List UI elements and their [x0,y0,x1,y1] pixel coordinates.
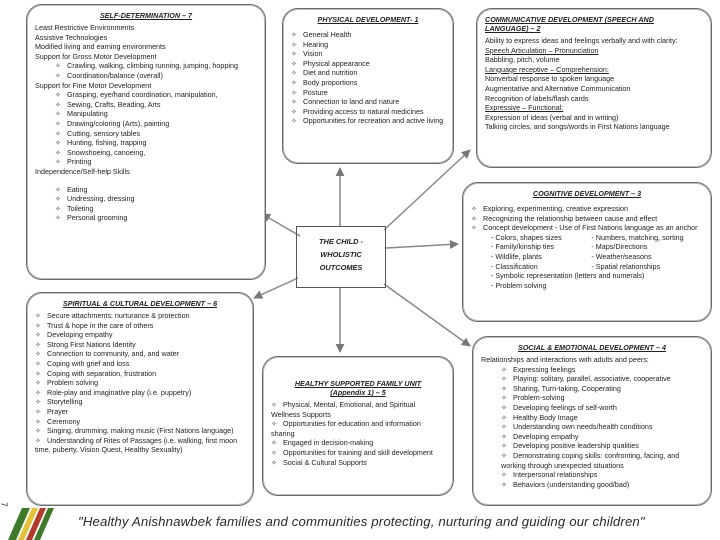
list-item: ✧ General Health [291,30,445,40]
fine-motor-label: Support for Fine Motor Development [35,80,152,90]
list-item: ✧ Problem-solving [481,393,703,403]
extra-item: Problem solving [495,280,547,290]
list-item: ✧ Singing, drumming, making music (First Nations language) [35,426,245,436]
list-item: ✧ Hunting, fishing, trapping [35,138,257,148]
list-item: ✧ Providing access to natural medicines [291,107,445,117]
list-item: ✧ Demonstrating coping skills: confronting, facing, and working through unexpected situations [481,451,703,470]
list-item: Expression of ideas (verbal and in writing) [485,112,619,122]
list-item: - Symbolic representation (letters and numerals) [491,271,645,281]
physical-title: PHYSICAL DEVELOPMENT- 1 [317,15,419,24]
list-item: ✧ Developing empathy [481,432,703,442]
list-item: - Wildlife, plants - Weather/seasons [491,251,652,261]
the-child-center-box [296,226,386,288]
list-item: ✧ Role-play and imaginative play (i.e. puppetry) [35,388,245,398]
list-item: Least Restrictive Environments [35,23,135,32]
list-item: - Problem solving [491,280,547,290]
list-item: ✧ Coordination/balance (overall) [35,71,257,81]
pair-right: Spatial relationships [595,261,661,271]
list-item: Assistive Technologies [35,32,108,42]
list-item: Talking circles, and songs/words in First Nations language [485,122,670,132]
extra-item: Symbolic representation (letters and numerals) [495,271,645,281]
list-item: ✧ Hearing [291,40,445,50]
list-item: ✧ Physical, Mental, Emotional, and Spiritual Wellness Supports [271,400,445,419]
list-item: ✧ Expressing feelings [481,365,703,375]
list-item: ✧ Prayer [35,407,245,417]
self-determination-box [26,4,266,280]
list-item: ✧ Physical appearance [291,59,445,69]
center-line1: THE CHILD - [319,237,363,246]
social-intro: Relationships and interactions with adults and peers: [481,355,649,364]
arrow-to-cognitive [386,244,458,248]
list-item: ✧ Developing empathy [35,330,245,340]
communicative-title-line2: LANGUAGE) – 2 [485,24,541,33]
family-unit-box [262,356,454,496]
list-item: ✧ Trust & hope in the care of others [35,321,245,331]
list-item: ✧ Sewing, Crafts, Beading, Arts [35,100,257,110]
list-item: Nonverbal response to spoken language [485,74,615,84]
cognitive-development-box [462,182,712,322]
list-item: ✧ Strong First Nations Identity [35,340,245,350]
pair-left: Wildlife, plants [495,251,542,261]
list-item: ✧ Personal grooming [35,213,257,223]
social-emotional-box [472,336,712,506]
list-item: ✧ Printing [35,157,257,167]
list-item: - Classification - Spatial relationships [491,261,661,271]
list-item: ✧ Toileting [35,204,257,214]
list-item: Augmentative and Alternative Communication [485,83,631,93]
communicative-title [485,15,703,33]
list-item: ✧ Understanding own needs/health conditions [481,422,703,432]
list-item: ✧ Concept development - Use of First Nations language as an anchor [471,223,703,233]
list-item: Modified living and earning environments [35,42,166,52]
pair-right: Maps/Directions [595,242,648,252]
list-item: ✧ Snowshoeing, canoeing, [35,148,257,158]
list-item: ✧ Manipulating [35,109,257,119]
pair-left: Family/kinship ties [495,242,555,252]
communicative-intro: Ability to express ideas and feelings verbally and with clarity: [485,36,678,45]
list-item: ✧ Posture [291,88,445,98]
spiritual-cultural-box [26,292,254,506]
list-item: ✧ Opportunities for education and information sharing [271,419,445,438]
arrow-to-self-determination [262,214,300,236]
list-item: ✧ Opportunities for recreation and active living [291,116,445,126]
list-item: ✧ Vision [291,49,445,59]
list-item: ✧ Engaged in decision-making [271,438,445,448]
list-item: ✧ Healthy Body Image [481,413,703,423]
spiritual-title: SPIRITUAL & CULTURAL DEVELOPMENT – 6 [62,299,218,308]
list-item: ✧ Opportunities for training and skill development [271,448,445,458]
list-item: ✧ Connection to land and nature [291,97,445,107]
list-item: ✧ Recognizing the relationship between cause and effect [471,214,703,224]
cognitive-title: COGNITIVE DEVELOPMENT – 3 [532,189,642,198]
list-item: ✧ Behaviors (understanding good/bad) [481,480,703,490]
pair-left: Classification [495,261,538,271]
list-item: ✧ Cutting, sensory tables [35,129,257,139]
communicative-development-box [476,8,712,168]
family-title-line2: (Appendix 1) – 5 [330,388,386,397]
list-item: ✧ Grasping, eye/hand coordination, manipulation, [35,90,257,100]
list-item: - Family/kinship ties - Maps/Directions [491,242,648,252]
list-item: ✧ Drawing/coloring (Arts), painting [35,119,257,129]
list-item: ✧ Problem solving [35,378,245,388]
self-determination-title: SELF-DETERMINATION – 7 [99,11,193,20]
family-title-line1: HEALTHY SUPPORTED FAMILY UNIT [294,379,422,388]
family-title [271,379,445,397]
list-item: ✧ Crawling, walking, climbing running, jumping, hopping [35,61,257,71]
speech-label: Speech Articulation – Pronunciation [485,45,599,55]
list-item: ✧ Diet and nutrition [291,68,445,78]
list-item: ✧ Social & Cultural Supports [271,458,445,468]
list-item: ✧ Coping with separation, frustration [35,369,245,379]
expressive-label: Expressive – Functional: [485,103,564,113]
list-item: ✧ Exploring, experimenting, creative expression [471,204,703,214]
arrow-to-social [384,284,470,346]
receptive-label: Language receptive – Comprehension: [485,64,609,74]
communicative-title-line1: COMMUNICATIVE DEVELOPMENT (SPEECH AND [485,15,654,24]
arrow-to-spiritual [254,278,298,298]
list-item: ✧ Playing: solitary, parallel, associative, cooperative [481,374,703,384]
list-item: ✧ Secure attachments: nurturance & protection [35,311,245,321]
self-help-label: Independence/Self-help Skills [35,166,130,176]
decorative-stripe [0,508,56,540]
social-title: SOCIAL & EMOTIONAL DEVELOPMENT – 4 [518,343,666,352]
page-number: 7 [0,502,9,507]
list-item: Support for Gross Motor Development [35,51,157,61]
list-item: ✧ Connection to community, and, and water [35,349,245,359]
speech-text: Babbling, pitch, volume [485,55,560,65]
list-item: ✧ Body proportions [291,78,445,88]
list-item: ✧ Undressing, dressing [35,194,257,204]
list-item: Recognition of labels/flash cards [485,93,589,103]
center-line2: WHOLISTIC [320,250,362,259]
list-item: ✧ Understanding of Rites of Passages (i.e. walking, first moon time, puberty, Vision Quest, Healthy Sexuality) [35,436,245,455]
list-item: ✧ Storytelling [35,397,245,407]
pair-left: Colors, shapes sizes [495,232,562,242]
list-item: ✧ Interpersonal relationships [481,470,703,480]
list-item: ✧ Coping with grief and loss [35,359,245,369]
list-item: ✧ Sharing, Turn-taking, Cooperating [481,384,703,394]
list-item: ✧ Developing feelings of self-worth [481,403,703,413]
list-item: ✧ Ceremony [35,417,245,427]
list-item: - Colors, shapes sizes - Numbers, matching, sorting [491,232,684,242]
physical-development-box [282,8,454,164]
center-line3: OUTCOMES [319,263,363,272]
pair-right: Numbers, matching, sorting [595,232,684,242]
list-item: ✧ Developing positive leadership qualities [481,441,703,451]
pair-right: Weather/seasons [595,251,652,261]
footer-quote: "Healthy Anishnawbek families and communities protecting, nurturing and guiding our children" [78,514,645,529]
list-item: ✧ Eating [35,185,257,195]
